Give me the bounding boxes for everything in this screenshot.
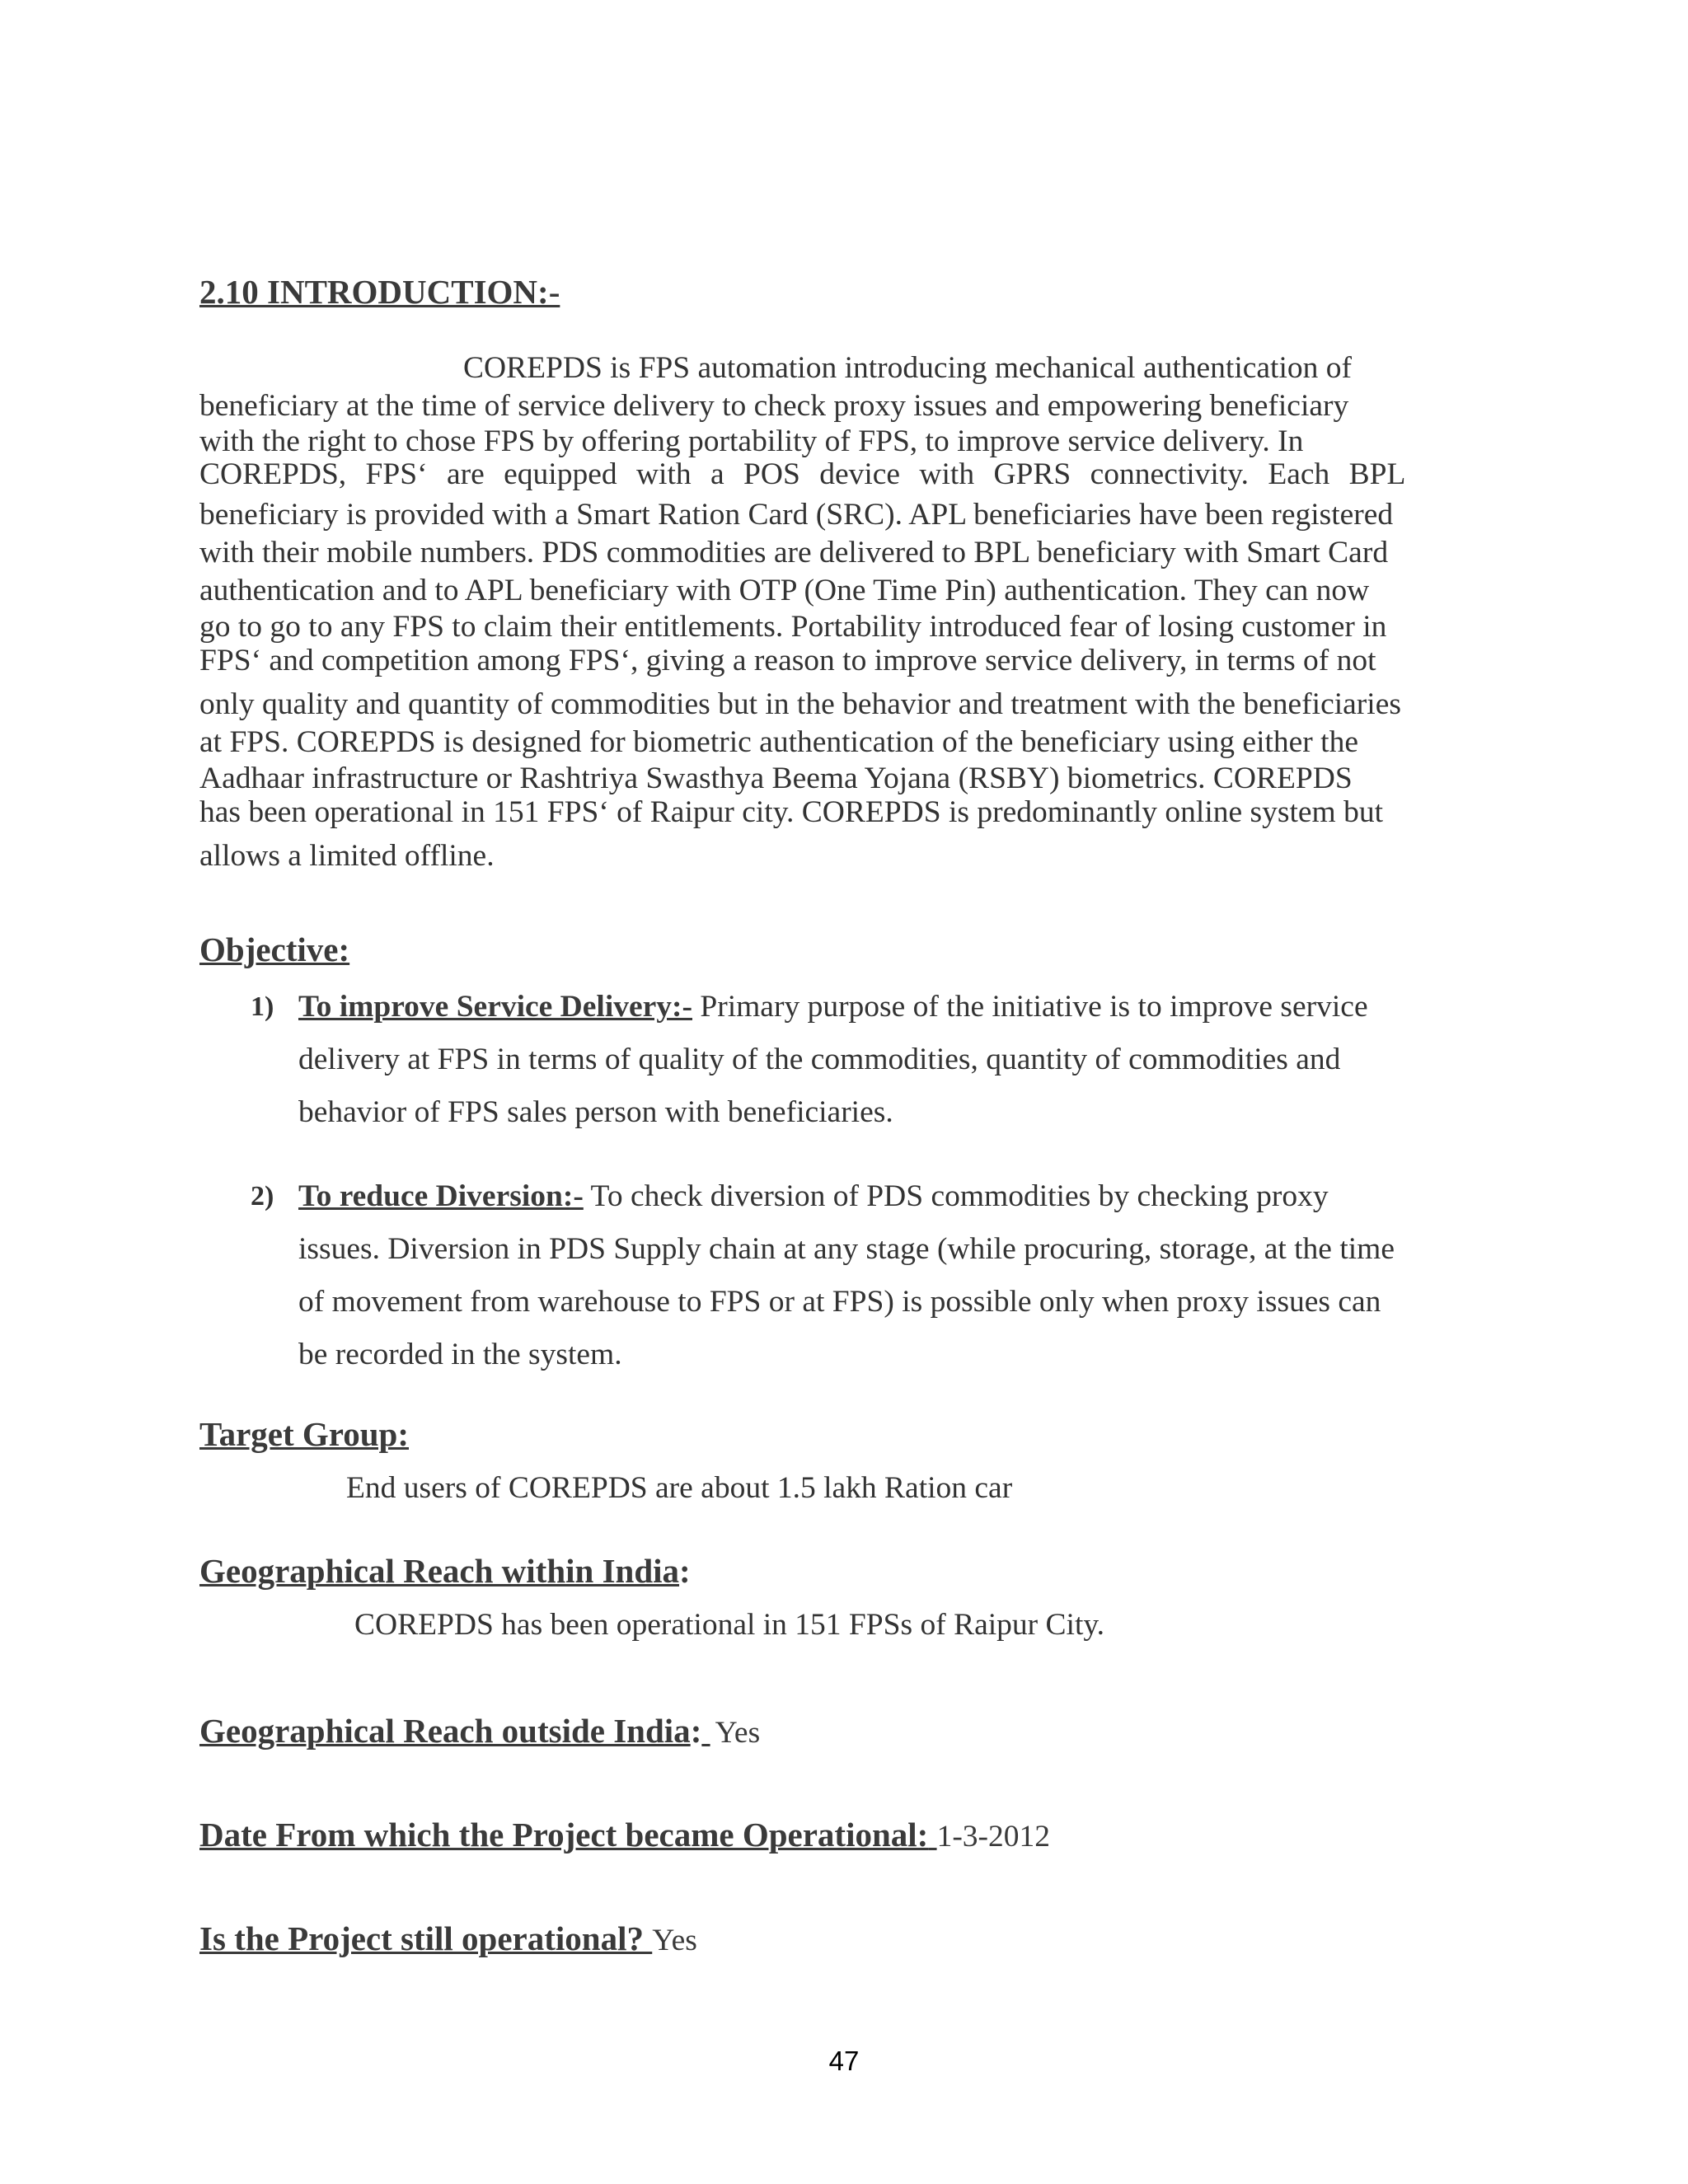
intro-heading: 2.10 INTRODUCTION:- [199, 273, 560, 311]
geo-outside-colon: : [690, 1712, 702, 1750]
intro-line: authentication and to APL beneficiary with OTP (One Time Pin) authentication. They can now [199, 574, 1370, 607]
geo-within-heading [199, 1553, 691, 1590]
intro-line: beneficiary at the time of service delivery to check proxy issues and empowering beneficiary [199, 389, 1349, 423]
intro-paragraph [199, 349, 1492, 875]
objective-text: To check diversion of PDS commodities by checking proxy [590, 1179, 1329, 1213]
intro-line: COREPDS is FPS automation introducing mechanical authentication of [463, 351, 1352, 385]
intro-line: with the right to chose FPS by offering portability of FPS, to improve service delivery. In [199, 424, 1304, 458]
date-operational-value: 1-3-2012 [936, 1820, 1051, 1854]
objective-text: issues. Diversion in PDS Supply chain at any stage (while procuring, storage, at the time [298, 1232, 1395, 1266]
objective-item [199, 981, 1502, 1139]
geo-within-heading-text: Geographical Reach within India [199, 1552, 680, 1590]
objective-number: 1) [251, 991, 274, 1022]
intro-line: has been operational in 151 FPS‘ of Raipur city. COREPDS is predominantly online system but [199, 795, 1383, 829]
geo-outside-heading-text: Geographical Reach outside India [199, 1712, 691, 1750]
intro-line: at FPS. COREPDS is designed for biometric authentication of the beneficiary using either the [199, 725, 1358, 759]
geo-within-text: COREPDS has been operational in 151 FPSs of Raipur City. [354, 1608, 1105, 1642]
intro-line: beneficiary is provided with a Smart Ration Card (SRC). APL beneficiaries have been registered [199, 498, 1394, 532]
objective-text: be recorded in the system. [298, 1338, 622, 1371]
still-operational-value: Yes [652, 1924, 697, 1957]
intro-line: allows a limited offline. [199, 839, 495, 873]
geo-outside-value: Yes [715, 1716, 761, 1750]
geo-within-colon: : [679, 1552, 691, 1590]
intro-line: Aadhaar infrastructure or Rashtriya Swasthya Beema Yojana (RSBY) biometrics. COREPDS [199, 762, 1353, 795]
date-operational-heading-text: Date From which the Project became Operational: [199, 1816, 929, 1854]
objective-heading: Objective: [199, 930, 350, 968]
objective-text: Primary purpose of the initiative is to improve service [700, 990, 1368, 1024]
objective-text: of movement from warehouse to FPS or at FPS) is possible only when proxy issues can [298, 1285, 1381, 1319]
intro-line: go to go to any FPS to claim their entitlements. Portability introduced fear of losing customer in [199, 610, 1387, 644]
still-operational-heading-text: Is the Project still operational? [199, 1919, 644, 1957]
objective-number: 2) [251, 1181, 274, 1212]
intro-line: COREPDS, FPS‘ are equipped with a POS device with GPRS connectivity. Each BPL [199, 457, 1406, 491]
still-operational-heading [199, 1920, 697, 1957]
objective-text: behavior of FPS sales person with beneficiaries. [298, 1095, 893, 1129]
target-group-heading: Target Group: [199, 1415, 409, 1453]
intro-line: only quality and quantity of commodities but in the behavior and treatment with the beneficiaries [199, 687, 1401, 721]
target-group-text: End users of COREPDS are about 1.5 lakh Ration car [346, 1471, 1013, 1505]
intro-line: with their mobile numbers. PDS commodities are delivered to BPL beneficiary with Smart Card [199, 536, 1389, 569]
geo-outside-heading [199, 1713, 760, 1750]
objective-title: To reduce Diversion:- [298, 1179, 584, 1213]
objective-text: delivery at FPS in terms of quality of the commodities, quantity of commodities and [298, 1043, 1341, 1076]
page-number: 47 [828, 2046, 860, 2076]
date-operational-heading [199, 1816, 1050, 1854]
objective-list [199, 981, 1502, 1381]
intro-line: FPS‘ and competition among FPS‘, giving a reason to improve service delivery, in terms of not [199, 644, 1376, 677]
objective-item [199, 1170, 1502, 1381]
objective-title: To improve Service Delivery:- [298, 990, 692, 1024]
